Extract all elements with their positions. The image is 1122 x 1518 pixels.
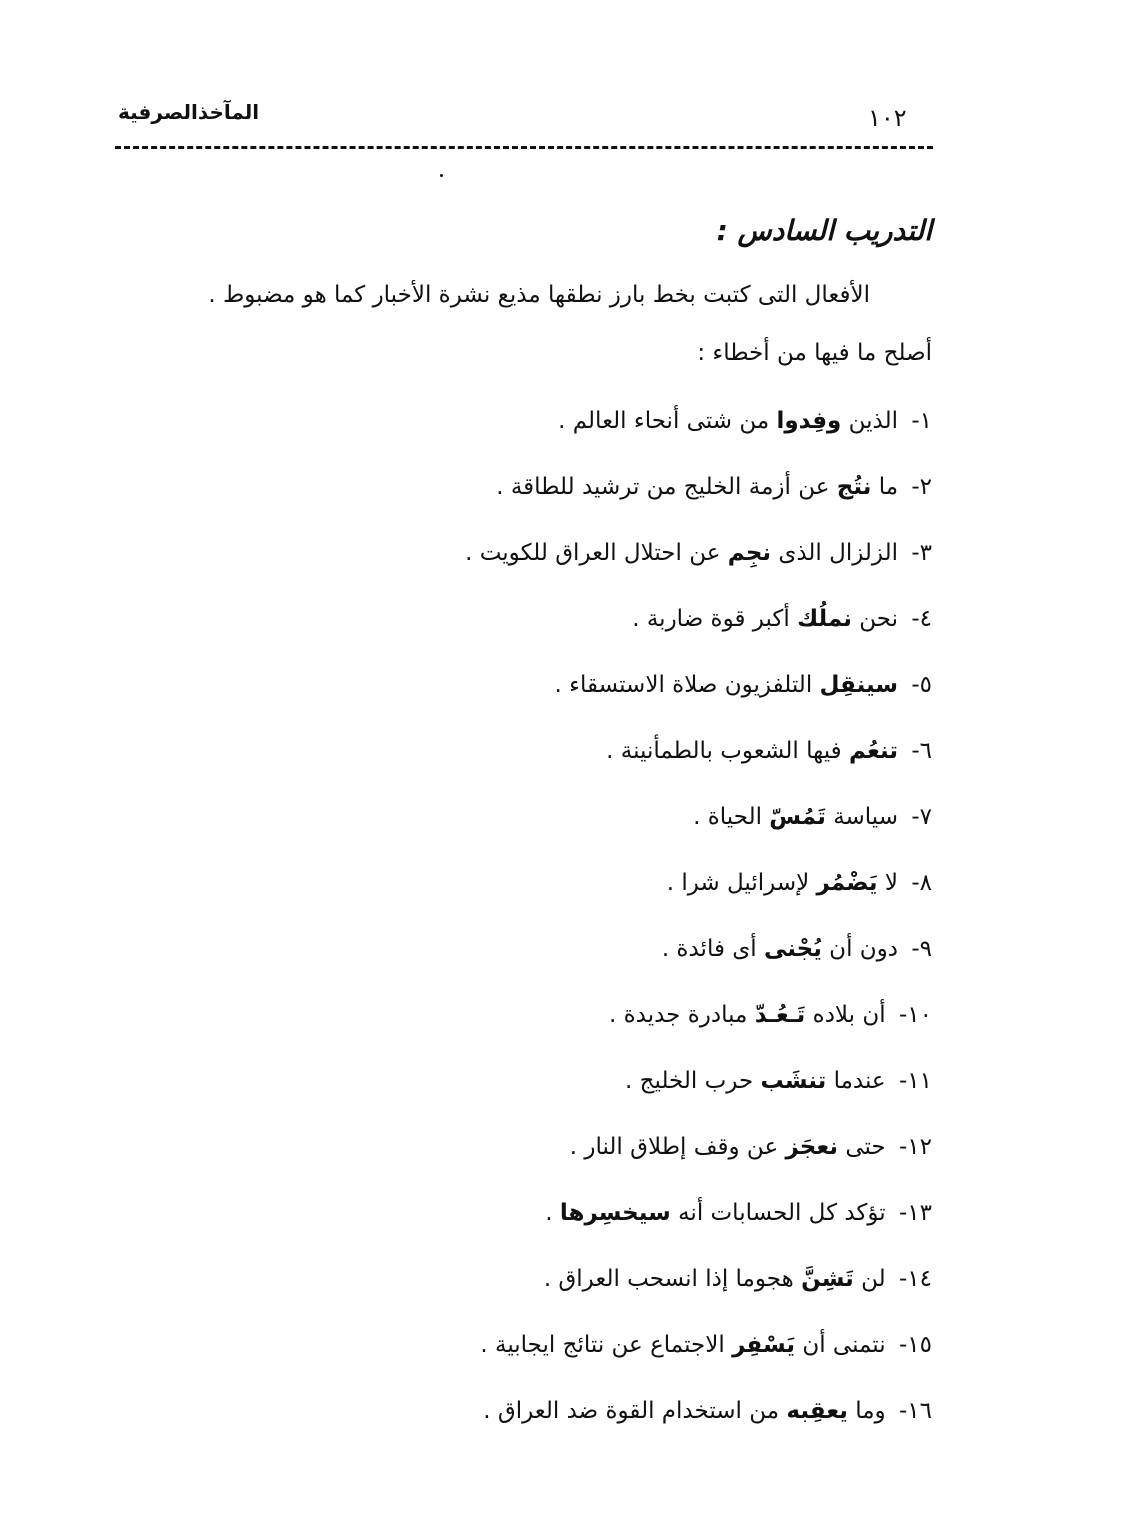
exercise-intro-line-1: الأفعال التى كتبت بخط بارز نطقها مذيع نشرة الأخبار كما هو مضبوط . xyxy=(208,282,870,308)
page-number: ١٠٢ xyxy=(868,104,907,132)
list-item: ٤- نحن نملُك أكبر قوة ضاربة . xyxy=(632,606,932,632)
exercise-intro-line-2: أصلح ما فيها من أخطاء : xyxy=(697,340,932,366)
highlighted-verb: نعجَز xyxy=(785,1134,838,1160)
highlighted-verb: يَسْفِر xyxy=(732,1332,795,1358)
list-item: ٥- سينقِل التلفزيون صلاة الاستسقاء . xyxy=(554,672,932,698)
list-item: ١٥- نتمنى أن يَسْفِر الاجتماع عن نتائج ايجابية . xyxy=(480,1332,932,1358)
highlighted-verb: يَضْمُر xyxy=(816,870,878,896)
list-item: ١١- عندما تنشَب حرب الخليج . xyxy=(625,1068,932,1094)
header-divider xyxy=(115,146,933,149)
list-item: ٨- لا يَضْمُر لإسرائيل شرا . xyxy=(666,870,932,896)
running-header-title: المآخذالصرفية xyxy=(118,100,260,124)
highlighted-verb: يعقِبه xyxy=(786,1398,848,1424)
exercise-list xyxy=(465,396,932,1452)
highlighted-verb: نجِم xyxy=(727,540,772,566)
highlighted-verb: تنعُم xyxy=(848,738,899,764)
highlighted-verb: تَشِنَّ xyxy=(801,1266,854,1292)
highlighted-verb: سيخسِرها xyxy=(559,1200,671,1226)
list-item: ١- الذين وفِدوا من شتى أنحاء العالم . xyxy=(558,408,932,434)
highlighted-verb: تَمُسّ xyxy=(769,804,826,830)
list-item: ٧- سياسة تَمُسّ الحياة . xyxy=(693,804,932,830)
stray-dot xyxy=(440,174,443,177)
exercise-title: التدريب السادس : xyxy=(716,214,932,247)
list-item: ٢- ما نتُج عن أزمة الخليج من ترشيد للطاقة . xyxy=(496,474,932,500)
highlighted-verb: نتُج xyxy=(836,474,872,500)
list-item: ١٠- أن بلاده تَـعُـدّ مبادرة جديدة . xyxy=(608,1002,932,1028)
list-item: ١٤- لن تَشِنَّ هجوما إذا انسحب العراق . xyxy=(543,1266,932,1292)
list-item: ٦- تنعُم فيها الشعوب بالطمأنينة . xyxy=(606,738,932,764)
highlighted-verb: نملُك xyxy=(797,606,852,632)
list-item: ٩- دون أن يُجْنى أى فائدة . xyxy=(661,936,932,962)
highlighted-verb: سينقِل xyxy=(819,672,899,698)
highlighted-verb: وفِدوا xyxy=(776,408,842,434)
highlighted-verb: تَـعُـدّ xyxy=(754,1002,806,1028)
list-item: ١٦- وما يعقِبه من استخدام القوة ضد العراق . xyxy=(483,1398,932,1424)
list-item: ٣- الزلزال الذى نجِم عن احتلال العراق للكويت . xyxy=(465,540,932,566)
highlighted-verb: تنشَب xyxy=(760,1068,827,1094)
list-item: ١٢- حتى نعجَز عن وقف إطلاق النار . xyxy=(569,1134,932,1160)
highlighted-verb: يُجْنى xyxy=(763,936,822,962)
list-item: ١٣- تؤكد كل الحسابات أنه سيخسِرها . xyxy=(545,1200,932,1226)
